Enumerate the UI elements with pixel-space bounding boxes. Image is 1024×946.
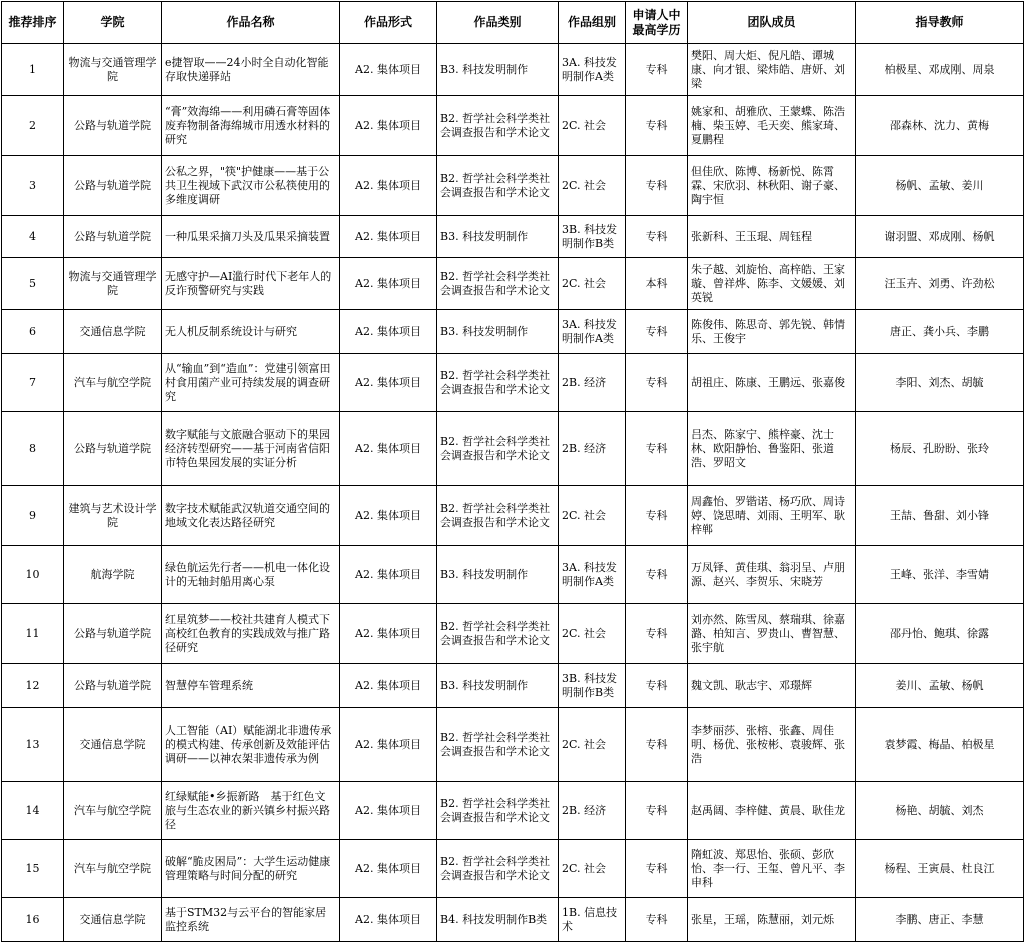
form-cell: A2. 集体项目 <box>340 44 437 96</box>
header-title: 作品名称 <box>162 2 340 44</box>
rank-cell: 14 <box>2 782 64 840</box>
group-cell: 2C. 社会 <box>559 486 626 546</box>
form-cell: A2. 集体项目 <box>340 354 437 412</box>
members-cell: 张星，王瑶，陈慧丽，刘元烁 <box>688 898 856 942</box>
category-cell: B2. 哲学社会科学类社会调查报告和学术论文 <box>437 840 559 898</box>
title-cell: 从“输血”到“造血”：党建引领富田村食用菌产业可持续发展的调查研究 <box>162 354 340 412</box>
title-cell: 无人机反制系统设计与研究 <box>162 310 340 354</box>
college-cell: 建筑与艺术设计学院 <box>64 486 162 546</box>
header-rank: 推荐排序 <box>2 2 64 44</box>
advisors-cell: 王喆、鲁甜、刘小锋 <box>856 486 1024 546</box>
members-cell: 但佳欣、陈博、杨新悦、陈霄霖、宋欣羽、林秋阳、谢子豪、陶宇恒 <box>688 156 856 216</box>
title-cell: “膏”效海绵——利用磷石膏等固体废弃物制备海绵城市用透水材料的研究 <box>162 96 340 156</box>
college-cell: 汽车与航空学院 <box>64 782 162 840</box>
form-cell: A2. 集体项目 <box>340 664 437 708</box>
form-cell: A2. 集体项目 <box>340 840 437 898</box>
table-row <box>2 708 1024 782</box>
rank-cell: 1 <box>2 44 64 96</box>
degree-cell: 专科 <box>626 546 688 604</box>
degree-cell: 专科 <box>626 96 688 156</box>
rank-cell: 7 <box>2 354 64 412</box>
college-cell: 汽车与航空学院 <box>64 354 162 412</box>
advisors-cell: 谢羽盟、邓成刚、杨帆 <box>856 216 1024 258</box>
degree-cell: 专科 <box>626 664 688 708</box>
advisors-cell: 汪玉卉、刘勇、许劲松 <box>856 258 1024 310</box>
college-cell: 公路与轨道学院 <box>64 664 162 708</box>
members-cell: 陈俊伟、陈思奇、郭先锐、韩情乐、王俊宇 <box>688 310 856 354</box>
advisors-cell: 李阳、刘杰、胡毓 <box>856 354 1024 412</box>
table-row <box>2 604 1024 664</box>
members-cell: 朱子越、刘旋怡、高梓皓、王家璇、曾祥烨、陈李、文媛媛、刘英锐 <box>688 258 856 310</box>
college-cell: 公路与轨道学院 <box>64 604 162 664</box>
degree-cell: 专科 <box>626 412 688 486</box>
members-cell: 樊阳、周大炬、倪凡皓、谭城康、向才银、梁炜皓、唐妍、刘梁 <box>688 44 856 96</box>
degree-cell: 专科 <box>626 216 688 258</box>
category-cell: B4. 科技发明制作B类 <box>437 898 559 942</box>
category-cell: B3. 科技发明制作 <box>437 310 559 354</box>
group-cell: 2C. 社会 <box>559 840 626 898</box>
form-cell: A2. 集体项目 <box>340 96 437 156</box>
members-cell: 张新科、王玉琨、周钰程 <box>688 216 856 258</box>
rank-cell: 5 <box>2 258 64 310</box>
title-cell: 破解“脆皮困局”：大学生运动健康管理策略与时间分配的研究 <box>162 840 340 898</box>
advisors-cell: 杨辰、孔盼盼、张玲 <box>856 412 1024 486</box>
degree-cell: 专科 <box>626 604 688 664</box>
rank-cell: 4 <box>2 216 64 258</box>
rank-cell: 13 <box>2 708 64 782</box>
degree-cell: 专科 <box>626 44 688 96</box>
category-cell: B2. 哲学社会科学类社会调查报告和学术论文 <box>437 156 559 216</box>
members-cell: 吕杰、陈家宁、熊梓豪、沈士林、欧阳静怡、鲁鉴阳、张道浩、罗昭文 <box>688 412 856 486</box>
category-cell: B2. 哲学社会科学类社会调查报告和学术论文 <box>437 782 559 840</box>
college-cell: 公路与轨道学院 <box>64 216 162 258</box>
group-cell: 3A. 科技发明制作A类 <box>559 546 626 604</box>
rank-cell: 16 <box>2 898 64 942</box>
group-cell: 2B. 经济 <box>559 354 626 412</box>
table-row <box>2 412 1024 486</box>
group-cell: 2C. 社会 <box>559 96 626 156</box>
degree-cell: 专科 <box>626 354 688 412</box>
table-body <box>2 44 1024 942</box>
header-advisors: 指导教师 <box>856 2 1024 44</box>
rank-cell: 9 <box>2 486 64 546</box>
members-cell: 李梦丽莎、张榕、张鑫、周佳明、杨优、张桉彬、袁骏辉、张浩 <box>688 708 856 782</box>
title-cell: 红星筑梦——校社共建育人模式下高校红色教育的实践成效与推广路径研究 <box>162 604 340 664</box>
members-cell: 隋虹波、郑思怡、张硕、彭欣怡、李一行、王玺、曾凡平、李申科 <box>688 840 856 898</box>
degree-cell: 专科 <box>626 898 688 942</box>
category-cell: B3. 科技发明制作 <box>437 216 559 258</box>
members-cell: 魏文凯、耿志宇、邓璟辉 <box>688 664 856 708</box>
college-cell: 公路与轨道学院 <box>64 412 162 486</box>
table-row <box>2 840 1024 898</box>
advisors-cell: 杨程、王寅晨、杜良江 <box>856 840 1024 898</box>
header-form: 作品形式 <box>340 2 437 44</box>
advisors-cell: 邵森林、沈力、黄梅 <box>856 96 1024 156</box>
category-cell: B2. 哲学社会科学类社会调查报告和学术论文 <box>437 604 559 664</box>
rank-cell: 11 <box>2 604 64 664</box>
advisors-cell: 唐正、龚小兵、李鹏 <box>856 310 1024 354</box>
degree-cell: 专科 <box>626 310 688 354</box>
rank-cell: 8 <box>2 412 64 486</box>
category-cell: B2. 哲学社会科学类社会调查报告和学术论文 <box>437 708 559 782</box>
rank-cell: 12 <box>2 664 64 708</box>
table-row <box>2 664 1024 708</box>
form-cell: A2. 集体项目 <box>340 216 437 258</box>
members-cell: 周鑫怡、罗锴诺、杨巧欣、周诗婷、饶思晴、刘雨、王明军、耿梓郸 <box>688 486 856 546</box>
title-cell: 红绿赋能•乡振新路 基于红色文旅与生态农业的新兴镇乡村振兴路径 <box>162 782 340 840</box>
college-cell: 交通信息学院 <box>64 708 162 782</box>
title-cell: 智慧停车管理系统 <box>162 664 340 708</box>
form-cell: A2. 集体项目 <box>340 604 437 664</box>
advisors-cell: 柏极星、邓成刚、周泉 <box>856 44 1024 96</box>
table-row <box>2 156 1024 216</box>
title-cell: 公私之界，"筷"护健康——基于公共卫生视域下武汉市公私筷使用的多维度调研 <box>162 156 340 216</box>
table-row <box>2 546 1024 604</box>
group-cell: 2C. 社会 <box>559 258 626 310</box>
degree-cell: 本科 <box>626 258 688 310</box>
header-members: 团队成员 <box>688 2 856 44</box>
form-cell: A2. 集体项目 <box>340 412 437 486</box>
degree-cell: 专科 <box>626 156 688 216</box>
degree-cell: 专科 <box>626 486 688 546</box>
form-cell: A2. 集体项目 <box>340 258 437 310</box>
title-cell: 基于STM32与云平台的智能家居监控系统 <box>162 898 340 942</box>
rank-cell: 15 <box>2 840 64 898</box>
members-cell: 胡祖庄、陈康、王鹏远、张嘉俊 <box>688 354 856 412</box>
table-row <box>2 216 1024 258</box>
table-row <box>2 486 1024 546</box>
header-category: 作品类别 <box>437 2 559 44</box>
advisors-cell: 杨艳、胡毓、刘杰 <box>856 782 1024 840</box>
header-row <box>2 2 1024 44</box>
category-cell: B2. 哲学社会科学类社会调查报告和学术论文 <box>437 412 559 486</box>
form-cell: A2. 集体项目 <box>340 546 437 604</box>
form-cell: A2. 集体项目 <box>340 898 437 942</box>
college-cell: 航海学院 <box>64 546 162 604</box>
college-cell: 物流与交通管理学院 <box>64 44 162 96</box>
title-cell: 一种瓜果采摘刀头及瓜果采摘装置 <box>162 216 340 258</box>
members-cell: 刘亦然、陈雪凤、蔡瑞琪、徐嘉潞、柏知言、罗贵山、曹智慧、张宇航 <box>688 604 856 664</box>
results-table <box>1 1 1024 942</box>
group-cell: 3A. 科技发明制作A类 <box>559 310 626 354</box>
category-cell: B2. 哲学社会科学类社会调查报告和学术论文 <box>437 354 559 412</box>
advisors-cell: 王峰、张洋、李雪婧 <box>856 546 1024 604</box>
college-cell: 交通信息学院 <box>64 898 162 942</box>
table-row <box>2 310 1024 354</box>
group-cell: 3A. 科技发明制作A类 <box>559 44 626 96</box>
header-degree: 申请人中最高学历 <box>626 2 688 44</box>
table-row <box>2 782 1024 840</box>
group-cell: 3B. 科技发明制作B类 <box>559 664 626 708</box>
form-cell: A2. 集体项目 <box>340 156 437 216</box>
rank-cell: 6 <box>2 310 64 354</box>
group-cell: 1B. 信息技术 <box>559 898 626 942</box>
title-cell: 无感守护—AI滥行时代下老年人的反诈预警研究与实践 <box>162 258 340 310</box>
header-college: 学院 <box>64 2 162 44</box>
group-cell: 2C. 社会 <box>559 708 626 782</box>
rank-cell: 10 <box>2 546 64 604</box>
advisors-cell: 邵丹怡、鲍琪、徐露 <box>856 604 1024 664</box>
category-cell: B3. 科技发明制作 <box>437 664 559 708</box>
group-cell: 2B. 经济 <box>559 782 626 840</box>
category-cell: B3. 科技发明制作 <box>437 546 559 604</box>
title-cell: 绿色航运先行者——机电一体化设计的无轴封船用离心泵 <box>162 546 340 604</box>
members-cell: 赵禹阔、李梓健、黄晨、耿佳龙 <box>688 782 856 840</box>
form-cell: A2. 集体项目 <box>340 486 437 546</box>
title-cell: e捷智取——24小时全自动化智能存取快递驿站 <box>162 44 340 96</box>
advisors-cell: 李鹏、唐正、李慧 <box>856 898 1024 942</box>
advisors-cell: 袁梦霞、梅晶、柏极星 <box>856 708 1024 782</box>
form-cell: A2. 集体项目 <box>340 782 437 840</box>
table-row <box>2 354 1024 412</box>
table-row <box>2 258 1024 310</box>
rank-cell: 3 <box>2 156 64 216</box>
members-cell: 万凤铎、黄佳琪、翁羽呈、卢朋源、赵兴、李贺乐、宋晓芳 <box>688 546 856 604</box>
form-cell: A2. 集体项目 <box>340 310 437 354</box>
title-cell: 人工智能（AI）赋能湖北非遗传承的模式构建、传承创新及效能评估调研——以神农架非遗传承为例 <box>162 708 340 782</box>
members-cell: 姚家和、胡雅欣、王蒙蝶、陈浩楠、柴玉婷、毛天奕、熊家琦、夏鹏程 <box>688 96 856 156</box>
group-cell: 2B. 经济 <box>559 412 626 486</box>
advisors-cell: 姜川、孟敏、杨帆 <box>856 664 1024 708</box>
college-cell: 交通信息学院 <box>64 310 162 354</box>
category-cell: B2. 哲学社会科学类社会调查报告和学术论文 <box>437 486 559 546</box>
category-cell: B2. 哲学社会科学类社会调查报告和学术论文 <box>437 96 559 156</box>
header-group: 作品组别 <box>559 2 626 44</box>
rank-cell: 2 <box>2 96 64 156</box>
table-row <box>2 44 1024 96</box>
college-cell: 公路与轨道学院 <box>64 156 162 216</box>
college-cell: 汽车与航空学院 <box>64 840 162 898</box>
group-cell: 3B. 科技发明制作B类 <box>559 216 626 258</box>
form-cell: A2. 集体项目 <box>340 708 437 782</box>
college-cell: 公路与轨道学院 <box>64 96 162 156</box>
title-cell: 数字赋能与文旅融合驱动下的果园经济转型研究——基于河南省信阳市特色果园发展的实证分析 <box>162 412 340 486</box>
category-cell: B3. 科技发明制作 <box>437 44 559 96</box>
group-cell: 2C. 社会 <box>559 604 626 664</box>
degree-cell: 专科 <box>626 708 688 782</box>
category-cell: B2. 哲学社会科学类社会调查报告和学术论文 <box>437 258 559 310</box>
table-row <box>2 96 1024 156</box>
degree-cell: 专科 <box>626 782 688 840</box>
group-cell: 2C. 社会 <box>559 156 626 216</box>
advisors-cell: 杨帆、孟敏、姜川 <box>856 156 1024 216</box>
table-row <box>2 898 1024 942</box>
degree-cell: 专科 <box>626 840 688 898</box>
title-cell: 数字技术赋能武汉轨道交通空间的地域文化表达路径研究 <box>162 486 340 546</box>
college-cell: 物流与交通管理学院 <box>64 258 162 310</box>
